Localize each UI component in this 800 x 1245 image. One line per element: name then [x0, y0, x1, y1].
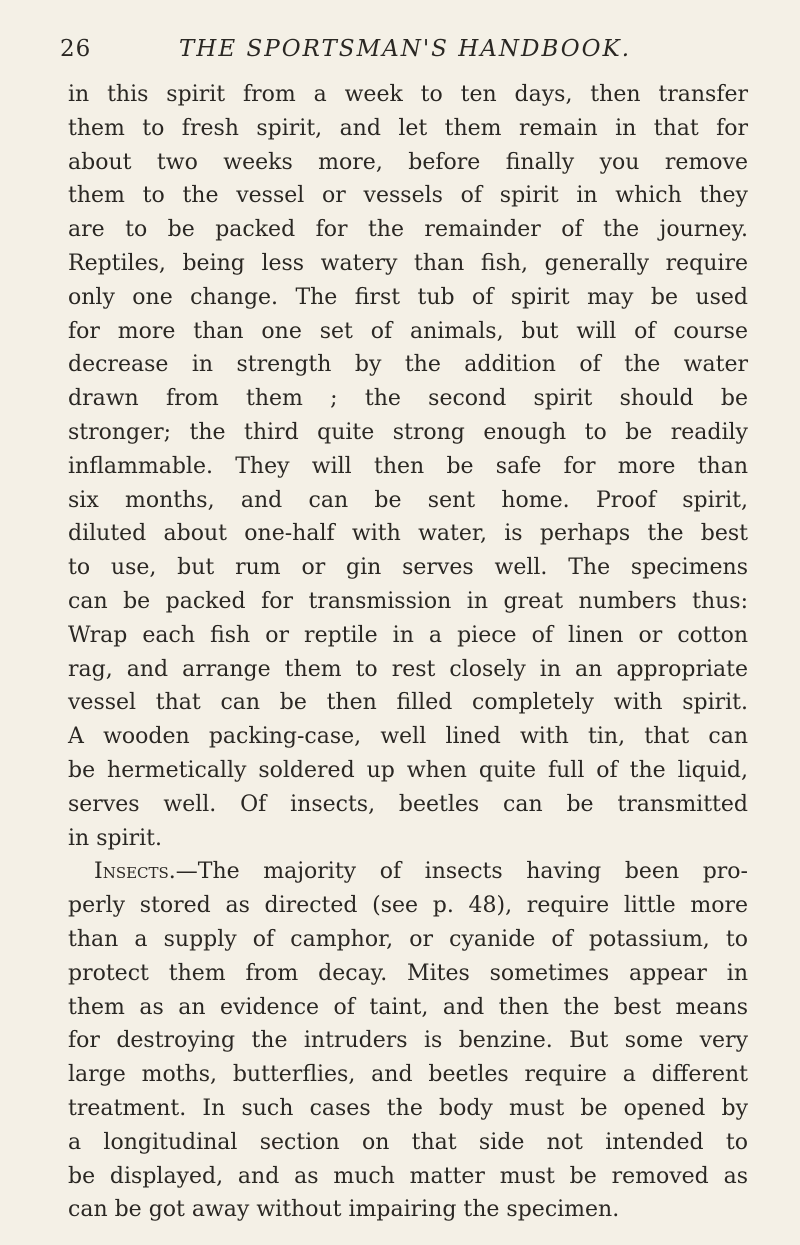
text-line: diluted about one-half with water, is perhaps the best	[68, 521, 748, 547]
text-line: than a supply of camphor, or cyanide of potassium, to	[68, 926, 748, 952]
text-line: be displayed, and as much matter must be removed as	[68, 1163, 748, 1189]
text-line: protect them from decay. Mites sometimes appear in	[68, 960, 748, 986]
insects-first-line-text: —The majority of insects having been pro-	[175, 859, 748, 885]
running-head	[60, 36, 750, 70]
text-line: to use, but rum or gin serves well. The specimens	[68, 555, 748, 581]
text-line: for more than one set of animals, but will of course	[68, 318, 748, 344]
insects-heading: Insects.	[94, 859, 176, 885]
text-line: Reptiles, being less watery than fish, generally require	[68, 250, 748, 276]
text-line: six months, and can be sent home. Proof spirit,	[68, 487, 748, 513]
running-title: THE SPORTSMAN'S HANDBOOK.	[178, 36, 632, 62]
text-line: them to the vessel or vessels of spirit in which they	[68, 183, 748, 209]
text-line: Wrap each fish or reptile in a piece of linen or cotton	[68, 622, 748, 648]
insects-paragraph-first-line	[68, 855, 748, 889]
text-line: be hermetically soldered up when quite full of the liquid,	[68, 757, 748, 783]
text-line: for destroying the intruders is benzine. But some very	[68, 1028, 748, 1054]
text-line: a longitudinal section on that side not intended to	[68, 1129, 748, 1155]
text-line: in this spirit from a week to ten days, then transfer	[68, 82, 748, 107]
text-line: inflammable. They will then be safe for more than	[68, 453, 748, 479]
text-line: serves well. Of insects, beetles can be transmitted	[68, 791, 748, 817]
text-line: can be got away without impairing the specimen.	[68, 1197, 620, 1223]
text-line: perly stored as directed (see p. 48), require little more	[68, 893, 748, 919]
text-line: about two weeks more, before finally you remove	[68, 149, 748, 175]
text-line: vessel that can be then filled completely with spirit.	[68, 690, 748, 716]
text-line: them to fresh spirit, and let them remain in that for	[68, 115, 748, 141]
text-line: drawn from them ; the second spirit should be	[68, 386, 748, 412]
text-line: them as an evidence of taint, and then the best means	[68, 994, 748, 1020]
text-line: A wooden packing-case, well lined with tin, that can	[68, 724, 748, 750]
text-line: treatment. In such cases the body must be opened by	[68, 1095, 748, 1121]
text-line: only one change. The first tub of spirit may be used	[68, 284, 748, 310]
text-line: stronger; the third quite strong enough to be readily	[68, 419, 748, 445]
page-number: 26	[60, 36, 92, 62]
text-line: decrease in strength by the addition of the water	[68, 352, 748, 378]
text-line: are to be packed for the remainder of the journey.	[68, 217, 748, 243]
body-text	[68, 78, 748, 1227]
text-line: large moths, butterflies, and beetles require a different	[68, 1062, 748, 1088]
text-line: rag, and arrange them to rest closely in an appropriate	[68, 656, 748, 682]
text-line: in spirit.	[68, 825, 162, 851]
text-line: can be packed for transmission in great numbers thus:	[68, 588, 748, 614]
